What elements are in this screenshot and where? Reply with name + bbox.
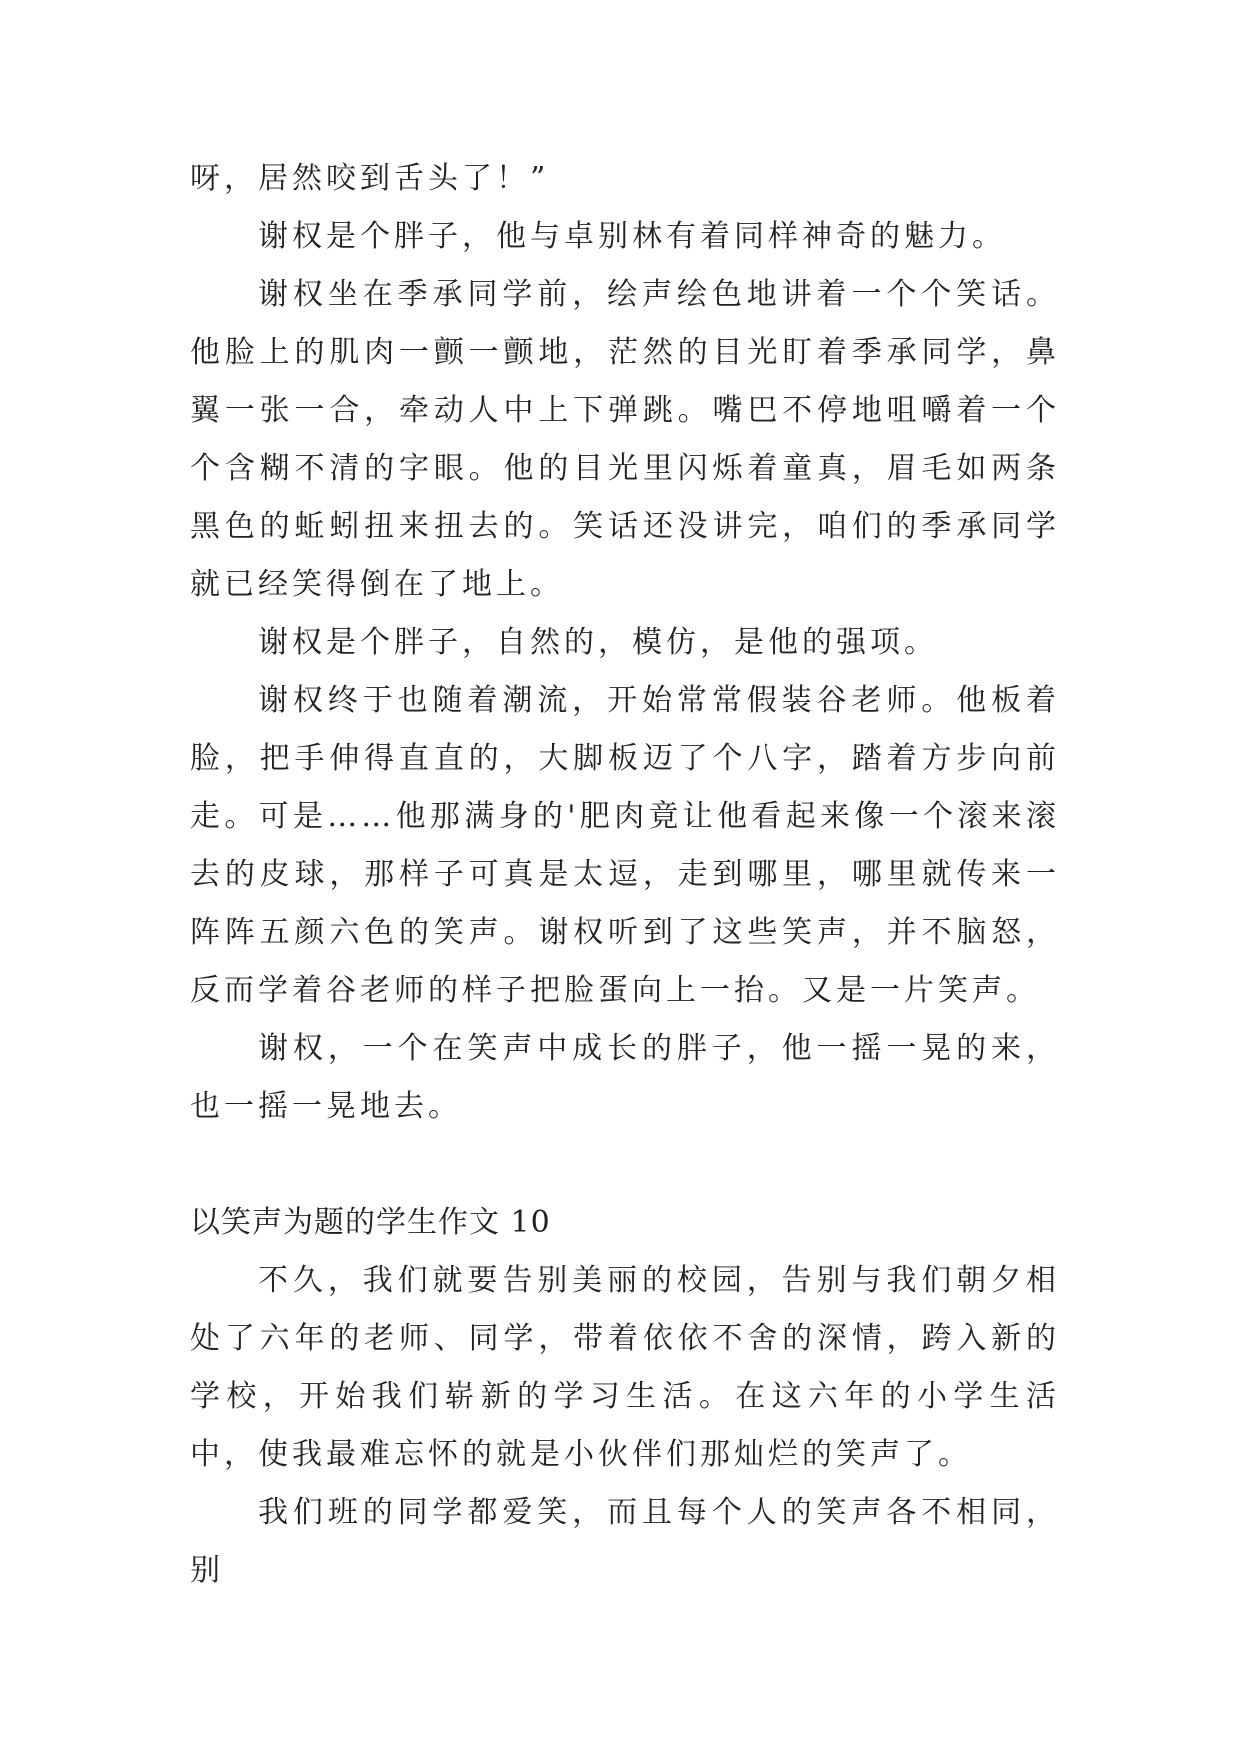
paragraph: 不久，我们就要告别美丽的校园，告别与我们朝夕相处了六年的老师、同学，带着依依不舍的深情，跨入新的学校，开始我们崭新的学习生活。在这六年的小学生活中，使我最难忘怀的就是小伙伴们那灿烂的笑声了。 xyxy=(190,1263,1060,1472)
paragraph: 我们班的同学都爱笑，而且每个人的笑声各不相同，别 xyxy=(190,1495,1060,1588)
section-spacer xyxy=(190,1136,1060,1194)
document-body xyxy=(190,150,1060,1600)
paragraph-continuation: 呀，居然咬到舌头了！” xyxy=(190,161,550,196)
paragraph: 谢权，一个在笑声中成长的胖子，他一摇一晃的来，也一摇一晃地去。 xyxy=(190,1031,1060,1124)
paragraph: 谢权终于也随着潮流，开始常常假装谷老师。他板着脸，把手伸得直直的，大脚板迈了个八字，踏着方步向前走。可是……他那满身的'肥肉竟让他看起来像一个滚来滚去的皮球，那样子可真是太逗，走到哪里，哪里就传来一阵阵五颜六色的笑声。谢权听到了这些笑声，并不脑怒，反而学着谷老师的样子把脸蛋向上一抬。又是一片笑声。 xyxy=(190,683,1060,1008)
paragraph: 谢权坐在季承同学前，绘声绘色地讲着一个个笑话。他脸上的肌肉一颤一颤地，茫然的目光盯着季承同学，鼻翼一张一合，牵动人中上下弹跳。嘴巴不停地咀嚼着一个个含糊不清的字眼。他的目光里闪烁着童真，眉毛如两条黑色的蚯蚓扭来扭去的。笑话还没讲完，咱们的季承同学就已经笑得倒在了地上。 xyxy=(190,277,1060,602)
section-heading: 以笑声为题的学生作文 10 xyxy=(190,1205,551,1240)
paragraph: 谢权是个胖子，自然的，模仿，是他的强项。 xyxy=(258,625,938,660)
paragraph: 谢权是个胖子，他与卓别林有着同样神奇的魅力。 xyxy=(258,219,1006,254)
